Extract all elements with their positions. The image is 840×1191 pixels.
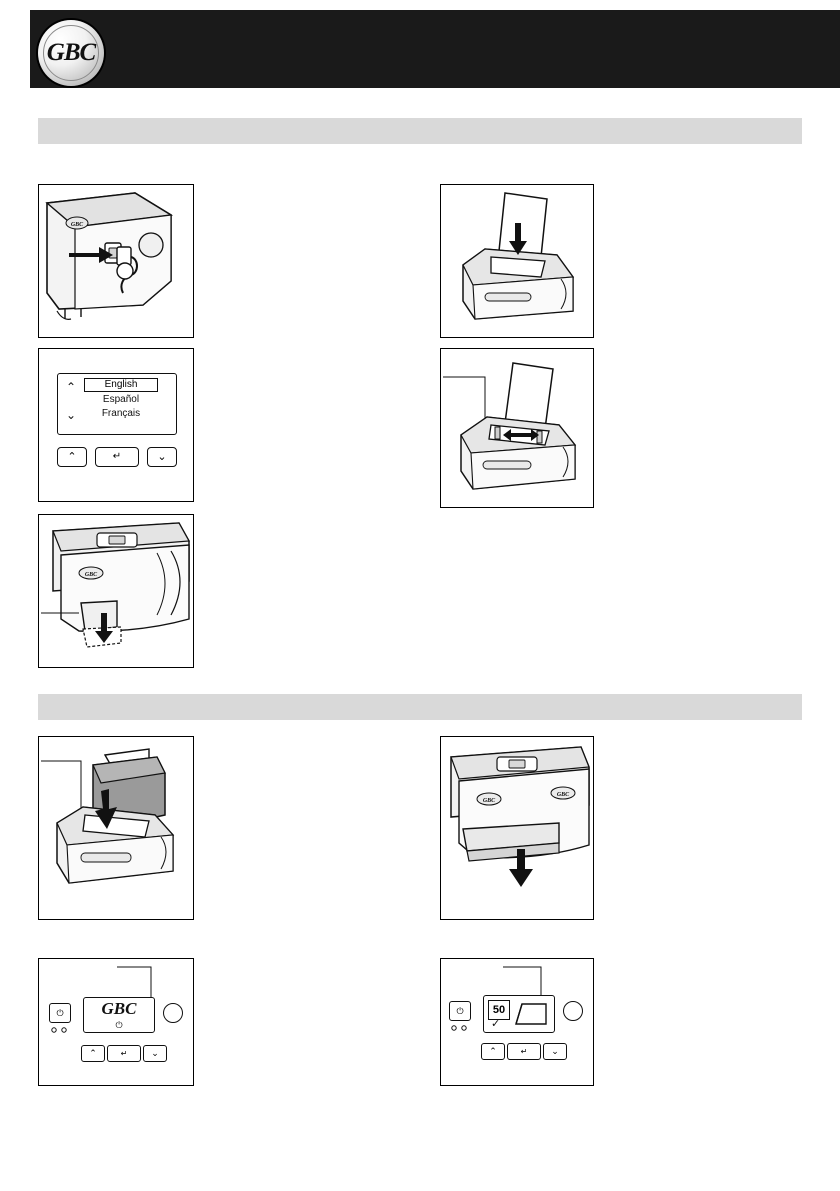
lcd-display [483,995,555,1033]
pouch-icon [512,1000,550,1028]
section-heading-bar-1 [38,118,802,144]
round-button[interactable] [163,1003,183,1023]
down-button[interactable]: ⌄ [143,1045,167,1062]
check-icon: ✓ [491,1018,501,1030]
gbc-logo [38,20,104,86]
paper-guides-illustration [441,349,593,507]
cartridge-illustration [39,737,193,919]
figure-open-output-tray [38,514,194,668]
indicator-leds [49,1025,71,1035]
power-cord-illustration [39,185,193,337]
svg-text:GBC: GBC [84,572,98,578]
menu-item-english[interactable]: English [84,378,158,392]
figure-power-on-control-panel [38,958,194,1086]
lcd-display [83,997,155,1033]
figure-language-selection-panel [38,348,194,502]
menu-item-francais[interactable]: Français [101,408,141,419]
up-button[interactable]: ⌃ [481,1043,505,1060]
power-button[interactable]: ⏻ [49,1003,71,1023]
indicator-leds [449,1023,471,1033]
enter-button[interactable]: ↵ [507,1043,541,1060]
lcd-display [57,373,177,435]
up-button[interactable]: ⌃ [57,447,87,467]
page-header [30,10,840,88]
output-tray-illustration [39,515,193,667]
svg-text:GBC: GBC [556,792,570,798]
svg-text:GBC: GBC [482,798,496,804]
figure-pull-out-tray [440,736,594,920]
figure-power-cord-connection [38,184,194,338]
lcd-logo-text: GBC [101,999,137,1018]
power-button[interactable]: ⏻ [449,1001,471,1021]
down-button[interactable]: ⌄ [543,1043,567,1060]
paper-insert-illustration [441,185,593,337]
up-button[interactable]: ⌃ [81,1045,105,1062]
up-arrow-icon: ⌃ [66,380,77,394]
pull-tray-illustration [441,737,593,919]
film-thickness-value: 50 [488,1000,510,1020]
enter-button[interactable]: ↵ [107,1045,141,1062]
enter-button[interactable]: ↵ [95,447,139,467]
menu-item-espanol[interactable]: Español [102,394,140,405]
round-button[interactable] [563,1001,583,1021]
logo-text: GBC [46,39,96,66]
section-heading-bar-2 [38,694,802,720]
figure-settings-display-panel [440,958,594,1086]
svg-text:GBC: GBC [70,222,84,228]
power-symbol-icon: ⏻ [115,1020,123,1030]
figure-adjust-paper-guides [440,348,594,508]
figure-load-film-cartridge [38,736,194,920]
down-arrow-icon: ⌄ [66,408,77,422]
figure-insert-paper-into-feed [440,184,594,338]
down-button[interactable]: ⌄ [147,447,177,467]
